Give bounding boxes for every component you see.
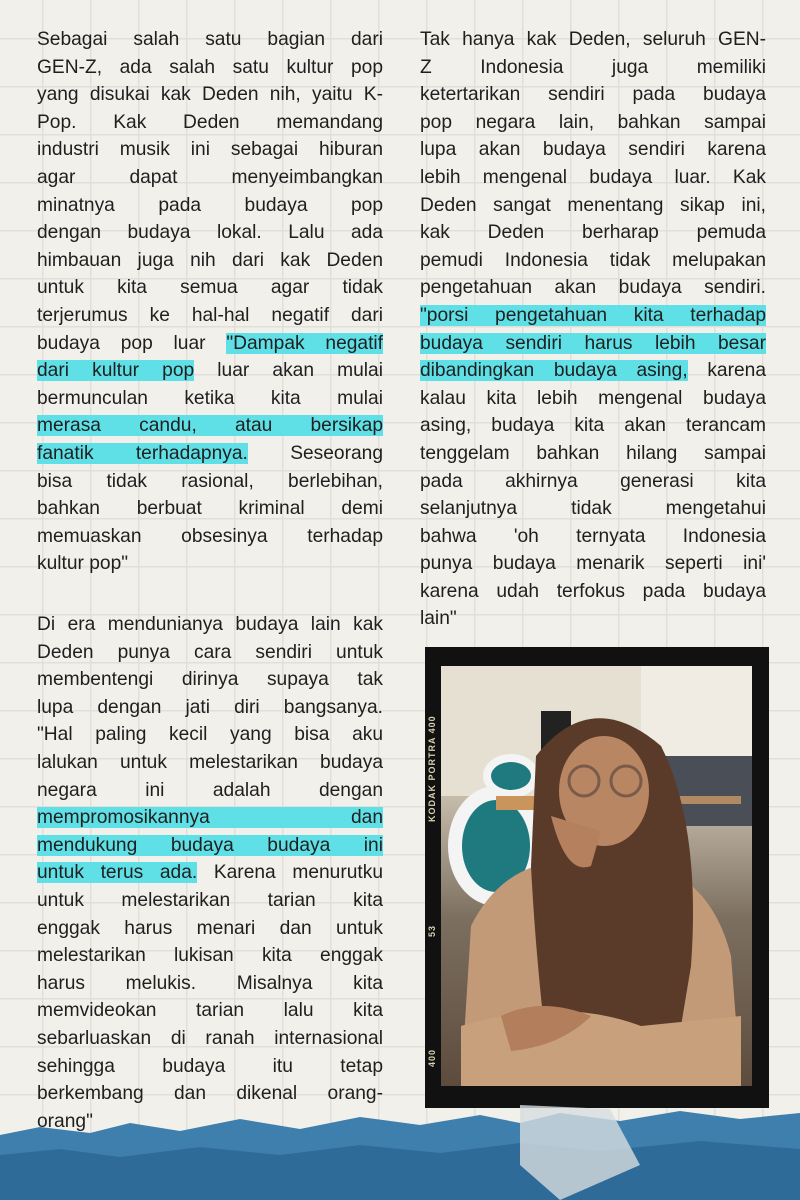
text-segment: harus melukis. Misalnya kita bbox=[37, 972, 383, 994]
text-segment: sebarluaskan di ranah internasional bbox=[37, 1027, 383, 1049]
text-line bbox=[420, 357, 766, 385]
text-line bbox=[37, 385, 383, 413]
text-line bbox=[37, 1025, 383, 1053]
highlighted-quote: mendukung budaya budaya ini bbox=[37, 834, 383, 856]
text-line bbox=[37, 832, 383, 860]
text-segment: lupa dengan jati diri bangsanya. bbox=[37, 696, 383, 718]
text-line bbox=[37, 721, 383, 749]
text-segment: himbauan juga nih dari kak Deden bbox=[37, 249, 383, 271]
text-segment: karena udah terfokus pada budaya bbox=[420, 580, 766, 602]
text-segment: berkembang dan dikenal orang- bbox=[37, 1083, 383, 1105]
text-line bbox=[420, 302, 766, 330]
text-line bbox=[37, 81, 383, 109]
text-segment: sehingga budaya itu tetap bbox=[37, 1055, 383, 1077]
text-segment: bisa tidak rasional, berlebihan, bbox=[37, 470, 383, 492]
text-segment: bermunculan ketika kita mulai bbox=[37, 387, 383, 409]
text-segment: Karena menurutku bbox=[197, 862, 383, 884]
text-line bbox=[420, 440, 766, 468]
text-line bbox=[37, 330, 383, 358]
article-column-right bbox=[420, 26, 766, 633]
text-line bbox=[37, 247, 383, 275]
portrait-illustration bbox=[441, 666, 752, 1086]
text-line bbox=[37, 666, 383, 694]
text-line bbox=[37, 219, 383, 247]
text-line bbox=[37, 192, 383, 220]
text-segment: Pop. Kak Deden memandang bbox=[37, 111, 383, 133]
text-line bbox=[420, 550, 766, 578]
text-segment: lupa akan budaya sendiri karena bbox=[420, 139, 766, 161]
text-segment: bahkan berbuat kriminal demi bbox=[37, 498, 383, 520]
text-segment: kak Deden berharap pemuda bbox=[420, 222, 766, 244]
text-line bbox=[420, 274, 766, 302]
text-segment: agar dapat menyeimbangkan bbox=[37, 166, 383, 188]
text-line bbox=[37, 1053, 383, 1081]
text-segment: membentengi dirinya supaya tak bbox=[37, 669, 383, 691]
text-segment: ketertarikan sendiri pada budaya bbox=[420, 84, 766, 106]
text-segment: karena bbox=[687, 360, 766, 382]
text-segment: memuaskan obsesinya terhadap bbox=[37, 525, 383, 547]
text-line bbox=[37, 164, 383, 192]
text-segment: untuk kita semua agar tidak bbox=[37, 277, 383, 299]
highlighted-quote: "porsi pengetahuan kita terhadap bbox=[420, 304, 766, 326]
text-line bbox=[37, 859, 383, 887]
text-line bbox=[37, 468, 383, 496]
text-segment: asing, budaya kita akan terancam bbox=[420, 415, 766, 437]
text-segment: Deden punya cara sendiri untuk bbox=[37, 641, 383, 663]
text-segment: Deden sangat menentang sikap ini, bbox=[420, 194, 766, 216]
film-iso-label: 400 bbox=[427, 1048, 437, 1067]
text-segment: Sebagai salah satu bagian dari bbox=[37, 29, 383, 50]
highlighted-quote: merasa candu, atau bersikap bbox=[37, 415, 383, 437]
highlighted-quote: "Dampak negatif bbox=[226, 332, 383, 354]
text-line bbox=[37, 302, 383, 330]
film-frame-number: 53 bbox=[427, 924, 437, 937]
text-segment: Seseorang bbox=[247, 442, 383, 464]
text-line bbox=[420, 81, 766, 109]
text-line bbox=[420, 468, 766, 496]
text-line bbox=[37, 54, 383, 82]
text-segment: lalukan untuk melestarikan budaya bbox=[37, 751, 383, 773]
text-segment: pengetahuan akan budaya sendiri. bbox=[420, 277, 766, 299]
text-line bbox=[37, 777, 383, 805]
text-line bbox=[37, 412, 383, 440]
text-line bbox=[37, 357, 383, 385]
text-segment: Tak hanya kak Deden, seluruh GEN- bbox=[420, 29, 766, 50]
text-line bbox=[420, 26, 766, 54]
text-line bbox=[420, 523, 766, 551]
text-line bbox=[420, 136, 766, 164]
highlighted-quote: budaya sendiri harus lebih besar bbox=[420, 332, 766, 354]
highlighted-quote: mempromosikannya dan bbox=[37, 807, 383, 829]
highlighted-quote: untuk terus ada. bbox=[37, 862, 198, 884]
text-line bbox=[37, 495, 383, 523]
text-line bbox=[420, 54, 766, 82]
text-line bbox=[420, 109, 766, 137]
text-line bbox=[37, 136, 383, 164]
article-column-left-top bbox=[37, 26, 383, 578]
text-line bbox=[420, 192, 766, 220]
text-line bbox=[420, 247, 766, 275]
text-line bbox=[37, 694, 383, 722]
text-line bbox=[37, 970, 383, 998]
text-segment: dengan budaya lokal. Lalu ada bbox=[37, 222, 383, 244]
portrait-photo bbox=[441, 666, 752, 1086]
text-segment: budaya pop luar bbox=[37, 332, 227, 354]
text-line bbox=[420, 164, 766, 192]
text-segment: selanjutnya tidak mengetahui bbox=[420, 498, 766, 520]
text-line bbox=[37, 804, 383, 832]
text-segment: negara ini adalah dengan bbox=[37, 779, 383, 801]
text-segment: memvideokan tarian lalu kita bbox=[37, 1000, 383, 1022]
film-photo-frame bbox=[425, 647, 769, 1108]
text-line bbox=[37, 997, 383, 1025]
text-line bbox=[37, 639, 383, 667]
text-segment: GEN-Z, ada salah satu kultur pop bbox=[37, 56, 383, 78]
text-line bbox=[37, 887, 383, 915]
text-segment: kalau kita lebih mengenal budaya bbox=[420, 387, 766, 409]
text-line bbox=[37, 523, 383, 551]
text-line bbox=[420, 495, 766, 523]
text-segment: Di era mendunianya budaya lain kak bbox=[37, 614, 383, 635]
text-segment: terjerumus ke hal-hal negatif dari bbox=[37, 304, 383, 326]
text-line bbox=[420, 605, 766, 633]
text-line bbox=[37, 611, 383, 639]
text-segment: "Hal paling kecil yang bisa aku bbox=[37, 724, 383, 746]
text-line bbox=[37, 942, 383, 970]
text-segment: yang disukai kak Deden nih, yaitu K- bbox=[37, 84, 383, 106]
text-segment: pada akhirnya generasi kita bbox=[420, 470, 766, 492]
text-line bbox=[37, 274, 383, 302]
text-line bbox=[37, 915, 383, 943]
text-segment: kultur pop" bbox=[37, 553, 129, 575]
text-segment: lebih mengenal budaya luar. Kak bbox=[420, 166, 766, 188]
text-line bbox=[420, 385, 766, 413]
highlighted-quote: dari kultur pop bbox=[37, 360, 195, 382]
text-segment: orang" bbox=[37, 1110, 93, 1132]
highlighted-quote: dibandingkan budaya asing, bbox=[420, 360, 688, 382]
film-brand-label: KODAK PORTRA 400 bbox=[427, 715, 437, 822]
text-segment: luar akan mulai bbox=[194, 360, 383, 382]
text-line bbox=[37, 550, 383, 578]
text-segment: lain" bbox=[420, 608, 457, 630]
text-segment: punya budaya menarik seperti ini' bbox=[420, 553, 766, 575]
text-segment: pemudi Indonesia tidak melupakan bbox=[420, 249, 766, 271]
text-segment: untuk melestarikan tarian kita bbox=[37, 889, 383, 911]
article-column-left-bottom bbox=[37, 611, 383, 1135]
text-line bbox=[420, 219, 766, 247]
text-line bbox=[37, 440, 383, 468]
text-line bbox=[420, 412, 766, 440]
text-segment: Z Indonesia juga memiliki bbox=[420, 56, 766, 78]
text-segment: melestarikan lukisan kita enggak bbox=[37, 945, 383, 967]
text-line bbox=[37, 1080, 383, 1108]
text-segment: industri musik ini sebagai hiburan bbox=[37, 139, 383, 161]
text-line bbox=[37, 26, 383, 54]
highlighted-quote: fanatik terhadapnya. bbox=[37, 442, 248, 464]
text-segment: bahwa 'oh ternyata Indonesia bbox=[420, 525, 766, 547]
text-segment: pop negara lain, bahkan sampai bbox=[420, 111, 766, 133]
text-line bbox=[37, 749, 383, 777]
text-line bbox=[420, 578, 766, 606]
text-line bbox=[37, 109, 383, 137]
text-line bbox=[420, 330, 766, 358]
text-segment: minatnya pada budaya pop bbox=[37, 194, 383, 216]
torn-paper-decoration bbox=[0, 1105, 800, 1200]
text-segment: enggak harus menari dan untuk bbox=[37, 917, 383, 939]
text-segment: tenggelam bahkan hilang sampai bbox=[420, 442, 766, 464]
